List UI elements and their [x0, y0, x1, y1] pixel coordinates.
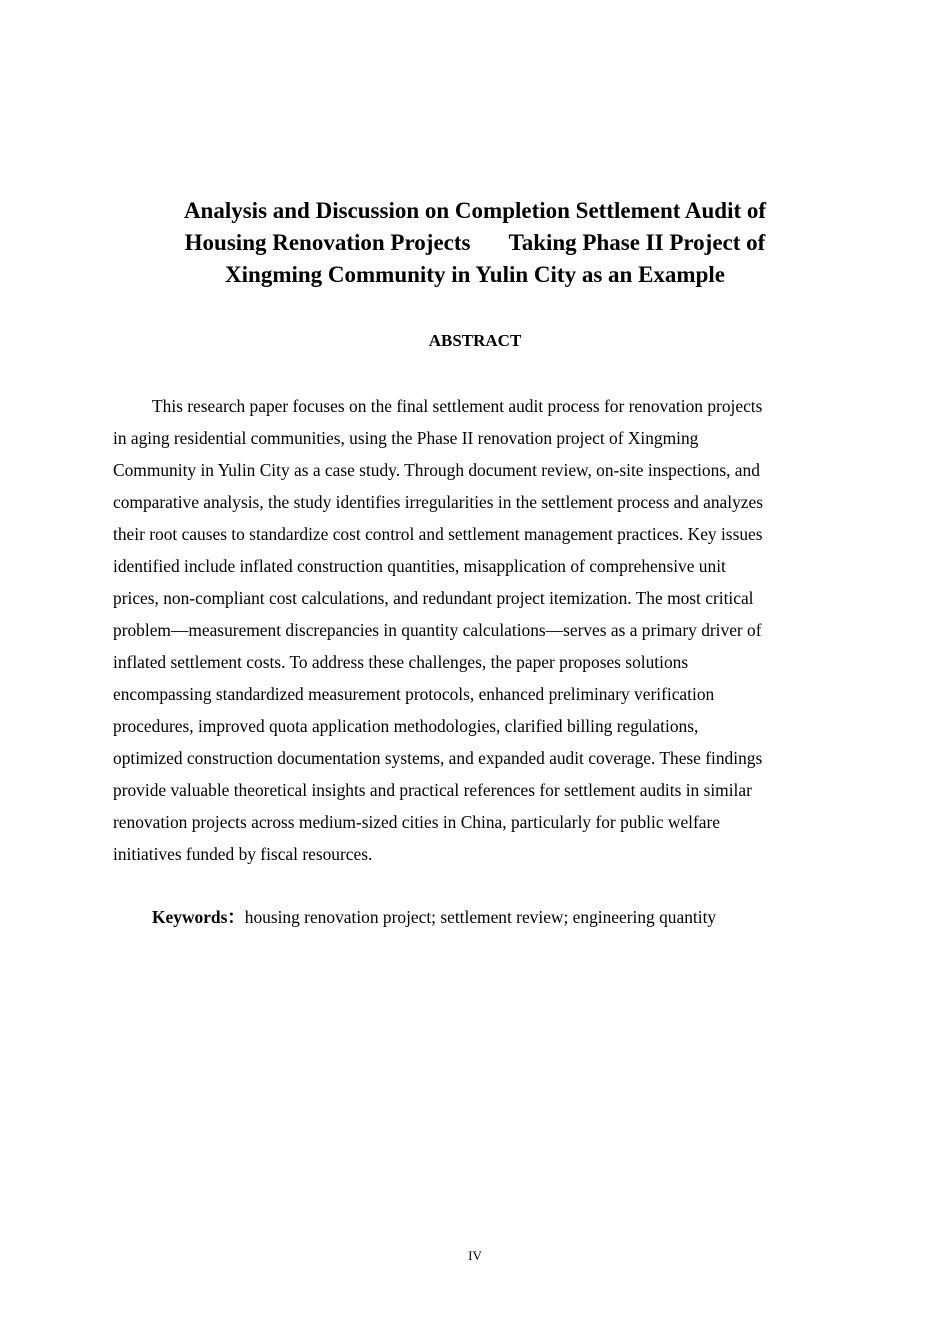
title-line-3: Xingming Community in Yulin City as an Example	[225, 262, 725, 287]
title-line-1: Analysis and Discussion on Completion Settlement Audit of	[183, 198, 767, 223]
keywords-label: Keywords：	[152, 907, 245, 927]
abstract-line: renovation projects across medium-sized cities in China, particularly for public welfare	[113, 812, 721, 832]
abstract-line: prices, non-compliant cost calculations, and redundant project itemization. The most critical	[113, 588, 754, 608]
abstract-line: comparative analysis, the study identifies irregularities in the settlement process and analyzes	[113, 492, 764, 512]
abstract-line: identified include inflated construction quantities, misapplication of comprehensive unit	[113, 556, 726, 576]
page-number: IV	[468, 1248, 482, 1263]
keywords-text: housing renovation project; settlement review; engineering quantity	[244, 907, 717, 927]
abstract-line: encompassing standardized measurement protocols, enhanced preliminary verification	[113, 684, 715, 704]
abstract-line: in aging residential communities, using the Phase II renovation project of Xingming	[113, 428, 699, 448]
abstract-body	[113, 390, 835, 870]
abstract-line: provide valuable theoretical insights and practical references for settlement audits in similar	[113, 780, 752, 800]
abstract-line: Community in Yulin City as a case study. Through document review, on-site inspections, and	[113, 460, 760, 480]
title-line-2	[112, 227, 838, 259]
abstract-line: inflated settlement costs. To address these challenges, the paper proposes solutions	[113, 652, 689, 672]
keywords-paragraph	[152, 901, 842, 933]
abstract-line: problem—measurement discrepancies in quantity calculations—serves as a primary driver of	[113, 620, 762, 640]
abstract-line: optimized construction documentation systems, and expanded audit coverage. These findings	[113, 748, 763, 768]
abstract-line: initiatives funded by fiscal resources.	[113, 844, 373, 864]
abstract-heading: ABSTRACT	[428, 331, 522, 350]
title-line-2-main: Housing Renovation Projects	[184, 230, 471, 255]
abstract-line: procedures, improved quota application methodologies, clarified billing regulations,	[113, 716, 699, 736]
abstract-line: their root causes to standardize cost control and settlement management practices. Key issues	[113, 524, 763, 544]
title-line-2-subtitle: Taking Phase II Project of	[508, 230, 766, 255]
abstract-line: This research paper focuses on the final settlement audit process for renovation projects	[152, 396, 763, 416]
paper-title	[112, 195, 838, 291]
